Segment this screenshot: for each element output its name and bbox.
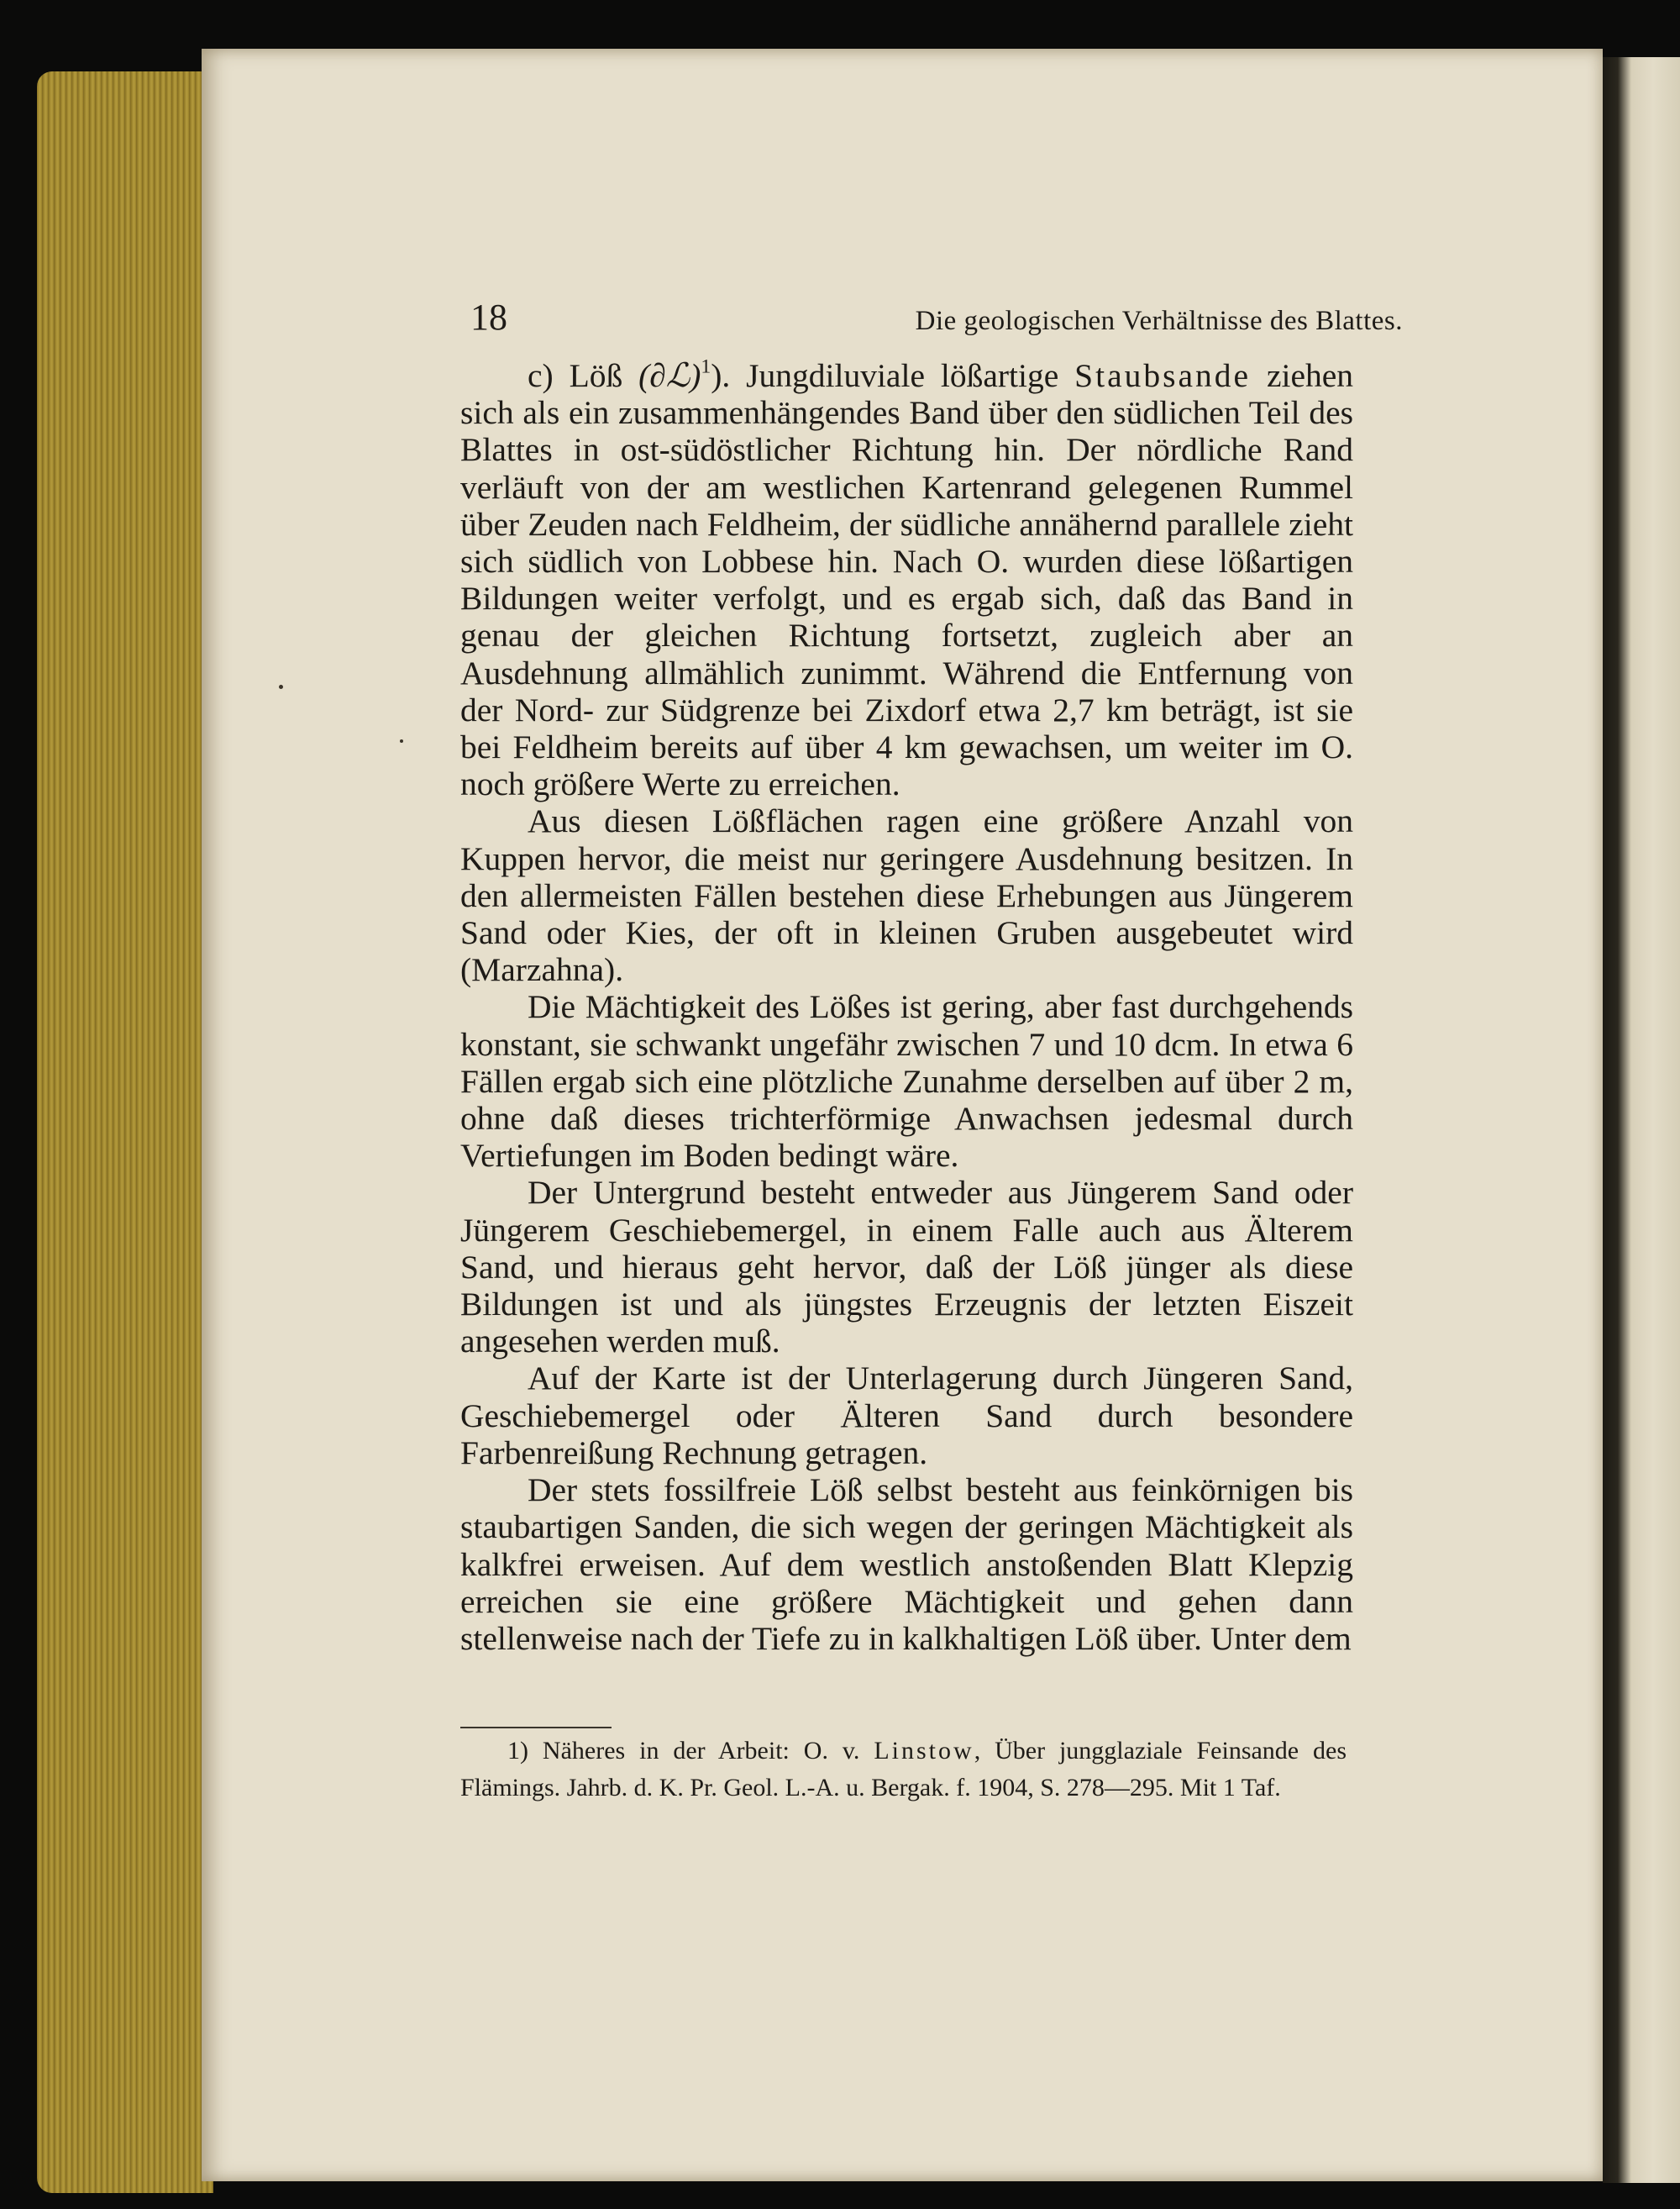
section-lead-text: ziehen sich als ein zusammenhängendes Band über den südlichen Teil des Blattes in ost-südöstlicher Richtung hin. Der nördliche Rand verläuft von der am westlichen Kartenrand gelegenen Rummel über Zeuden nach Feldheim, der südliche annähernd parallele zieht sich südlich von Lobbese hin. Nach O. wurden diese lößartigen Bildungen weiter verfolgt, und es ergab sich, daß das Band in genau der gleichen Richtung fortsetzt, zugleich aber an Ausdehnung allmählich zunimmt. Während die Entfernung von der Nord- zur Südgrenze bei Zixdorf etwa 2,7 km beträgt, ist sie bei Feldheim bereits auf über 4 km gewachsen, um weiter im O. noch größere Werte zu erreichen. [460, 357, 1354, 803]
paragraph: Die Mächtigkeit des Lößes ist gering, aber fast durchgehends konstant, sie schwankt ungefähr zwischen 7 und 10 dcm. In etwa 6 Fällen ergab sich eine plötzliche Zunahme derselben auf über 2 m, ohne daß dieses trichterförmige Anwachsen jedesmal durch Vertiefungen im Boden bedingt wäre. [460, 988, 1353, 1175]
facing-page-edge [1603, 57, 1680, 2183]
paragraph: Aus diesen Lößflächen ragen eine größere Anzahl von Kuppen hervor, die meist nur geringere Ausdehnung besitzen. In den allermeisten Fällen bestehen diese Erhebungen aus Jüngerem Sand oder Kies, der oft in kleinen Gruben ausgebeutet wird (Marzahna). [460, 802, 1353, 989]
footnote-marker: 1) [507, 1737, 528, 1765]
footnote-author: Linstow [874, 1737, 974, 1765]
footnote-rule [460, 1727, 612, 1728]
book-page-edges [37, 71, 213, 2193]
section-term-spaced: Staubsande [1074, 357, 1252, 394]
section-symbol: (∂ℒ) [638, 357, 701, 394]
section-label: c) Löß [528, 357, 623, 394]
paper-speck [279, 685, 283, 689]
body-text [460, 357, 1353, 1657]
footnote-text: Näheres in der Arbeit: O. v. [542, 1737, 860, 1765]
section-term: Jungdiluviale lößartige [746, 357, 1059, 394]
footnote-citation: , Über jungglaziale Feinsande des Flämings. Jahrb. d. K. Pr. Geol. L.-A. u. Bergak. f. 1904, S. 278—295. Mit 1 Taf. [460, 1737, 1347, 1801]
footnote-ref: 1 [701, 355, 711, 378]
section-lead-paragraph: c) Löß (∂ℒ)$^1$). Jungdiluviale lößartige Staubsande ziehen sich als ein zusammenhängendes Band über den südlichen Teil des Blattes in ost-südöstlicher Richtung hin. Der nördliche Rand verläuft von der am westlichen Kartenrand gelegenen Rummel über Zeuden nach Feldheim, der südliche annähernd parallele zieht sich südlich von Lobbese hin. Nach O. wurden diese lößartigen Bildungen weiter verfolgt, und es ergab sich, daß das Band in genau der gleichen Richtung fortsetzt, zugleich aber an Ausdehnung allmählich zunimmt. Während die Entfernung von der Nord- zur Südgrenze bei Zixdorf etwa 2,7 km beträgt, ist sie bei Feldheim bereits auf über 4 km gewachsen, um weiter im O. noch größere Werte zu erreichen. [460, 355, 1354, 803]
paragraph: Der Untergrund besteht entweder aus Jüngerem Sand oder Jüngerem Geschiebemergel, in einem Falle auch aus Älterem Sand, und hieraus geht hervor, daß der Löß jünger als diese Bildungen ist und als jüngstes Erzeugnis der letzten Eiszeit angesehen werden muß. [460, 1174, 1353, 1360]
paper-speck [400, 739, 403, 743]
paragraph: Der stets fossilfreie Löß selbst besteht aus feinkörnigen bis staubartigen Sanden, die sich wegen der geringen Mächtigkeit als kalkfrei erweisen. Auf dem westlich anstoßenden Blatt Klepzig erreichen sie eine größere Mächtigkeit und gehen dann stellenweise nach der Tiefe zu in kalkhaltigen Löß über. Unter dem [460, 1471, 1353, 1657]
running-head [470, 296, 1403, 339]
page-number: 18 [470, 297, 507, 338]
running-title: Die geologischen Verhältnisse des Blattes. [915, 306, 1403, 336]
paragraph: Auf der Karte ist der Unterlagerung durch Jüngeren Sand, Geschiebemergel oder Älteren Sand durch besondere Farbenreißung Rechnung getragen. [460, 1360, 1353, 1471]
footnote [460, 1733, 1347, 1807]
